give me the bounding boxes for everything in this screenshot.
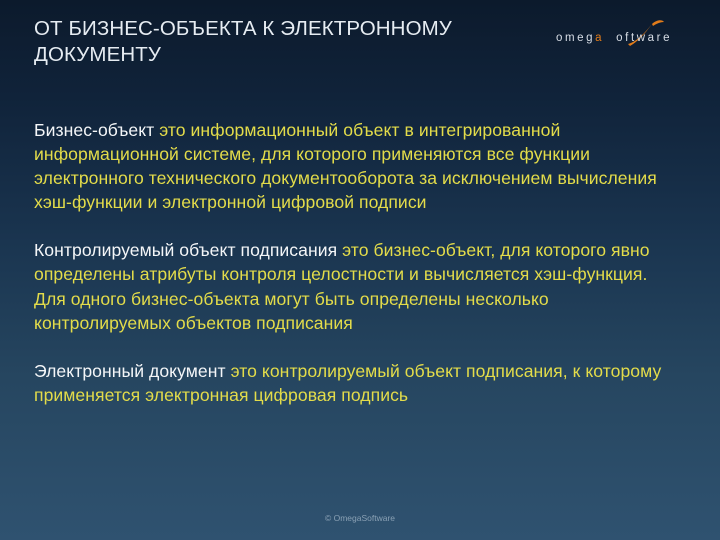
- footer-copyright: © OmegaSoftware: [324, 513, 396, 523]
- definition-electronic-document: это контролируемый объект подписания, к которому применяется электронная цифровая подпись: [34, 360, 662, 405]
- paragraph-controlled-object: [34, 238, 684, 334]
- term-electronic-document: Электронный документ: [34, 360, 226, 381]
- slide-title-line-2: ДОКУМЕНТУ: [34, 43, 162, 66]
- slide-body: [34, 118, 684, 431]
- term-business-object: Бизнес-объект: [34, 120, 155, 140]
- definition-controlled-object: это бизнес-объект, для которого явно определены атрибуты контроля целостности и вычисляется хэш-функция. Для одного бизнес-объекта могут быть определены несколько контролируемых объектов подписания: [34, 240, 650, 333]
- paragraph-electronic-document: [34, 359, 684, 407]
- term-controlled-object: Контролируемый объект подписания: [34, 240, 338, 261]
- paragraph-business-object: [34, 118, 684, 214]
- logo-text: [556, 32, 672, 44]
- omega-software-logo: [556, 26, 696, 56]
- slide-title: [34, 16, 534, 68]
- logo-text-a: a: [595, 32, 605, 44]
- slide-title-line-1: ОТ БИЗНЕС-ОБЪЕКТА К ЭЛЕКТРОННОМУ: [34, 17, 452, 40]
- logo-text-oftware: oftware: [616, 32, 673, 44]
- definition-business-object: это информационный объект в интегрированной информационной системе, для которого применяются все функции электронного технического документооборота за исключением вычисления хэш-функции и электронной цифровой подписи: [34, 120, 657, 213]
- logo-text-omeg: omeg: [556, 32, 596, 44]
